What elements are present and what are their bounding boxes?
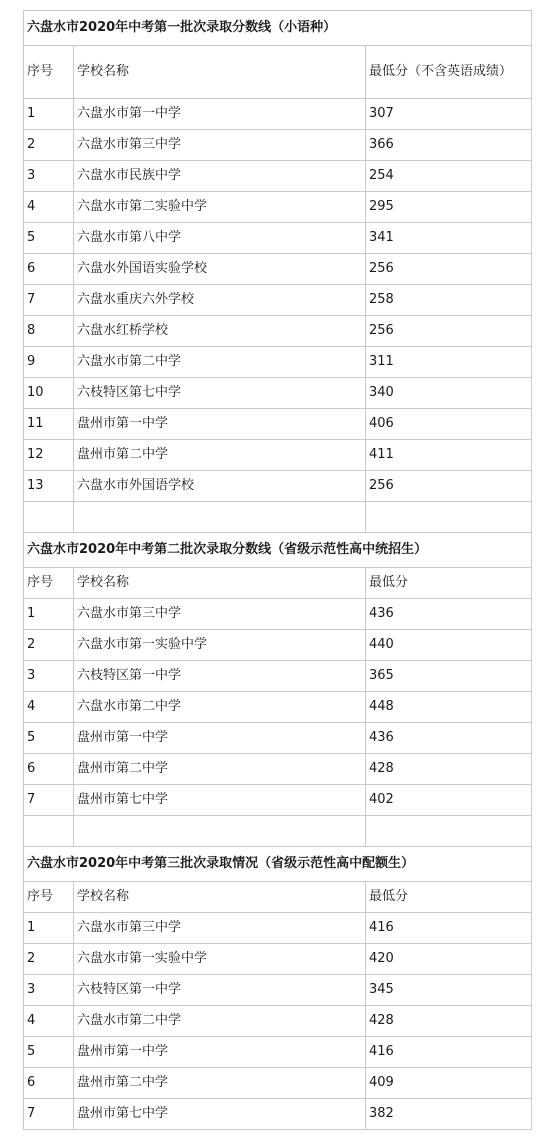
min-score-cell: 256 bbox=[366, 316, 532, 347]
school-name-cell: 六盘水市第二中学 bbox=[74, 1006, 366, 1037]
table-header-row bbox=[24, 882, 532, 913]
table-row bbox=[24, 785, 532, 816]
table-row bbox=[24, 316, 532, 347]
blank-cell bbox=[366, 816, 532, 847]
section-title-row bbox=[24, 847, 532, 882]
blank-cell bbox=[74, 816, 366, 847]
school-name-cell: 盘州市第一中学 bbox=[74, 723, 366, 754]
min-score-cell: 366 bbox=[366, 130, 532, 161]
school-name-cell: 盘州市第七中学 bbox=[74, 1099, 366, 1130]
table-row bbox=[24, 254, 532, 285]
table-row bbox=[24, 599, 532, 630]
blank-cell bbox=[24, 816, 74, 847]
row-index-cell: 6 bbox=[24, 754, 74, 785]
min-score-cell: 340 bbox=[366, 378, 532, 409]
min-score-cell: 420 bbox=[366, 944, 532, 975]
table-row bbox=[24, 1099, 532, 1130]
min-score-cell: 448 bbox=[366, 692, 532, 723]
school-name-cell: 盘州市第二中学 bbox=[74, 440, 366, 471]
min-score-cell: 341 bbox=[366, 223, 532, 254]
row-index-cell: 10 bbox=[24, 378, 74, 409]
table-header-row bbox=[24, 568, 532, 599]
row-index-cell: 4 bbox=[24, 192, 74, 223]
column-header: 最低分 bbox=[366, 568, 532, 599]
row-index-cell: 1 bbox=[24, 99, 74, 130]
row-index-cell: 4 bbox=[24, 692, 74, 723]
table-row bbox=[24, 692, 532, 723]
blank-cell bbox=[366, 502, 532, 533]
table-row bbox=[24, 192, 532, 223]
table-row bbox=[24, 161, 532, 192]
school-name-cell: 盘州市第七中学 bbox=[74, 785, 366, 816]
school-name-cell: 六盘水市外国语学校 bbox=[74, 471, 366, 502]
section-title: 六盘水市2020年中考第一批次录取分数线（小语种） bbox=[24, 11, 532, 46]
school-name-cell: 六盘水外国语实验学校 bbox=[74, 254, 366, 285]
school-name-cell: 六盘水市第三中学 bbox=[74, 913, 366, 944]
column-header: 学校名称 bbox=[74, 882, 366, 913]
school-name-cell: 六盘水重庆六外学校 bbox=[74, 285, 366, 316]
min-score-cell: 402 bbox=[366, 785, 532, 816]
min-score-cell: 440 bbox=[366, 630, 532, 661]
min-score-cell: 345 bbox=[366, 975, 532, 1006]
section-title: 六盘水市2020年中考第二批次录取分数线（省级示范性高中统招生） bbox=[24, 533, 532, 568]
blank-cell bbox=[74, 502, 366, 533]
school-name-cell: 六盘水红桥学校 bbox=[74, 316, 366, 347]
min-score-cell: 311 bbox=[366, 347, 532, 378]
column-header: 序号 bbox=[24, 568, 74, 599]
min-score-cell: 382 bbox=[366, 1099, 532, 1130]
column-header: 最低分 bbox=[366, 882, 532, 913]
min-score-cell: 416 bbox=[366, 913, 532, 944]
table-row bbox=[24, 1006, 532, 1037]
min-score-cell: 258 bbox=[366, 285, 532, 316]
row-index-cell: 2 bbox=[24, 130, 74, 161]
school-name-cell: 盘州市第一中学 bbox=[74, 409, 366, 440]
min-score-cell: 295 bbox=[366, 192, 532, 223]
row-index-cell: 7 bbox=[24, 785, 74, 816]
row-index-cell: 6 bbox=[24, 1068, 74, 1099]
min-score-cell: 406 bbox=[366, 409, 532, 440]
column-header: 学校名称 bbox=[74, 568, 366, 599]
school-name-cell: 六盘水市第三中学 bbox=[74, 130, 366, 161]
row-index-cell: 5 bbox=[24, 1037, 74, 1068]
row-index-cell: 6 bbox=[24, 254, 74, 285]
table-row bbox=[24, 347, 532, 378]
min-score-cell: 409 bbox=[366, 1068, 532, 1099]
table-row bbox=[24, 1068, 532, 1099]
school-name-cell: 六盘水市第三中学 bbox=[74, 599, 366, 630]
blank-spacer-row bbox=[24, 816, 532, 847]
school-name-cell: 六枝特区第一中学 bbox=[74, 661, 366, 692]
school-name-cell: 六盘水市第八中学 bbox=[74, 223, 366, 254]
table-row bbox=[24, 944, 532, 975]
row-index-cell: 8 bbox=[24, 316, 74, 347]
row-index-cell: 1 bbox=[24, 599, 74, 630]
row-index-cell: 4 bbox=[24, 1006, 74, 1037]
table-row bbox=[24, 409, 532, 440]
table-row bbox=[24, 754, 532, 785]
school-name-cell: 盘州市第二中学 bbox=[74, 1068, 366, 1099]
section-title-row bbox=[24, 533, 532, 568]
min-score-cell: 256 bbox=[366, 471, 532, 502]
row-index-cell: 3 bbox=[24, 661, 74, 692]
row-index-cell: 12 bbox=[24, 440, 74, 471]
column-header: 学校名称 bbox=[74, 46, 366, 99]
table-row bbox=[24, 130, 532, 161]
admission-score-table bbox=[23, 10, 532, 1130]
school-name-cell: 盘州市第一中学 bbox=[74, 1037, 366, 1068]
column-header: 序号 bbox=[24, 46, 74, 99]
table-row bbox=[24, 223, 532, 254]
min-score-cell: 428 bbox=[366, 1006, 532, 1037]
school-name-cell: 六盘水市第二中学 bbox=[74, 347, 366, 378]
table-body bbox=[24, 11, 532, 1130]
row-index-cell: 3 bbox=[24, 975, 74, 1006]
table-row bbox=[24, 440, 532, 471]
min-score-cell: 256 bbox=[366, 254, 532, 285]
min-score-cell: 254 bbox=[366, 161, 532, 192]
school-name-cell: 六盘水市第二中学 bbox=[74, 692, 366, 723]
table-row bbox=[24, 378, 532, 409]
table-row bbox=[24, 913, 532, 944]
min-score-cell: 416 bbox=[366, 1037, 532, 1068]
school-name-cell: 六枝特区第七中学 bbox=[74, 378, 366, 409]
table-header-row bbox=[24, 46, 532, 99]
section-title-row bbox=[24, 11, 532, 46]
min-score-cell: 436 bbox=[366, 599, 532, 630]
row-index-cell: 7 bbox=[24, 1099, 74, 1130]
table-row bbox=[24, 471, 532, 502]
table-row bbox=[24, 975, 532, 1006]
table-row bbox=[24, 99, 532, 130]
table-row bbox=[24, 661, 532, 692]
section-title: 六盘水市2020年中考第三批次录取情况（省级示范性高中配额生） bbox=[24, 847, 532, 882]
min-score-cell: 307 bbox=[366, 99, 532, 130]
min-score-cell: 365 bbox=[366, 661, 532, 692]
row-index-cell: 9 bbox=[24, 347, 74, 378]
school-name-cell: 盘州市第二中学 bbox=[74, 754, 366, 785]
blank-cell bbox=[24, 502, 74, 533]
school-name-cell: 六盘水市第一中学 bbox=[74, 99, 366, 130]
school-name-cell: 六盘水市第一实验中学 bbox=[74, 630, 366, 661]
min-score-cell: 436 bbox=[366, 723, 532, 754]
min-score-cell: 428 bbox=[366, 754, 532, 785]
min-score-cell: 411 bbox=[366, 440, 532, 471]
row-index-cell: 3 bbox=[24, 161, 74, 192]
row-index-cell: 13 bbox=[24, 471, 74, 502]
row-index-cell: 5 bbox=[24, 223, 74, 254]
table-row bbox=[24, 1037, 532, 1068]
row-index-cell: 1 bbox=[24, 913, 74, 944]
row-index-cell: 2 bbox=[24, 630, 74, 661]
column-header: 序号 bbox=[24, 882, 74, 913]
column-header: 最低分（不含英语成绩） bbox=[366, 46, 532, 99]
blank-spacer-row bbox=[24, 502, 532, 533]
table-row bbox=[24, 630, 532, 661]
table-row bbox=[24, 723, 532, 754]
table-row bbox=[24, 285, 532, 316]
school-name-cell: 六盘水市第二实验中学 bbox=[74, 192, 366, 223]
row-index-cell: 7 bbox=[24, 285, 74, 316]
row-index-cell: 11 bbox=[24, 409, 74, 440]
row-index-cell: 2 bbox=[24, 944, 74, 975]
school-name-cell: 六盘水市民族中学 bbox=[74, 161, 366, 192]
school-name-cell: 六盘水市第一实验中学 bbox=[74, 944, 366, 975]
school-name-cell: 六枝特区第一中学 bbox=[74, 975, 366, 1006]
row-index-cell: 5 bbox=[24, 723, 74, 754]
